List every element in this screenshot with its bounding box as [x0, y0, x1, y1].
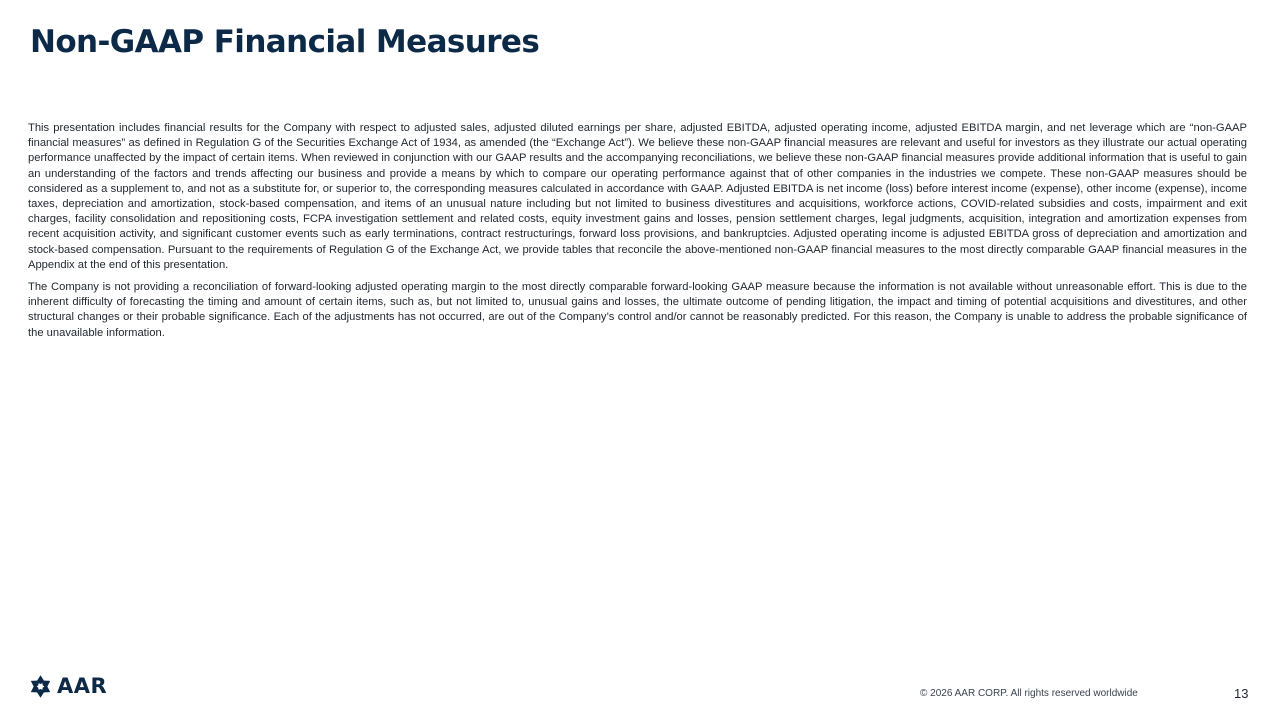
- page-title: Non-GAAP Financial Measures: [30, 24, 540, 60]
- logo-wordmark: AAR: [57, 674, 108, 698]
- paragraph-non-gaap-definition: This presentation includes financial results for the Company with respect to adjusted sales, adjusted diluted earnings per share, adjusted EBITDA, adjusted operating income, adjusted EBITDA margin, and net leverage which are “non-GAAP financial measures” as defined in Regulation G of the Securities Exchange Act of 1934, as amended (the “Exchange Act”). We believe these non-GAAP financial measures are relevant and useful for investors as they illustrate our actual operating performance unaffected by the impact of certain items. When reviewed in conjunction with our GAAP results and the accompanying reconciliations, we believe these non-GAAP financial measures provide additional information that is useful to gain an understanding of the factors and trends affecting our business and provide a means by which to compare our operating performance against that of other companies in the industries we compete. These non-GAAP measures should be considered as a supplement to, and not as a substitute for, or superior to, the corresponding measures calculated in accordance with GAAP. Adjusted EBITDA is net income (loss) before interest income (expense), other income (expense), income taxes, depreciation and amortization, stock-based compensation, and items of an unusual nature including but not limited to business divestitures and acquisitions, workforce actions, COVID-related subsidies and costs, impairment and exit charges, facility consolidation and repositioning costs, FCPA investigation settlement and related costs, equity investment gains and losses, pension settlement charges, legal judgments, acquisition, integration and amortization expenses from recent acquisition activity, and significant customer events such as early terminations, contract restructurings, forward loss provisions, and bankruptcies. Adjusted operating income is adjusted EBITDA gross of depreciation and amortization and stock-based compensation. Pursuant to the requirements of Regulation G of the Exchange Act, we provide tables that reconcile the above-mentioned non-GAAP financial measures to the most directly comparable GAAP financial measures in the Appendix at the end of this presentation.: [28, 122, 1247, 271]
- page-number: 13: [1234, 686, 1249, 701]
- aar-emblem-icon: [28, 674, 53, 699]
- body-text: [28, 121, 1247, 348]
- copyright-notice: © 2026 AAR CORP. All rights reserved worldwide: [920, 688, 1138, 699]
- paragraph-forward-looking: The Company is not providing a reconciliation of forward-looking adjusted operating margin to the most directly comparable forward-looking GAAP measure because the information is not available without unreasonable effort. This is due to the inherent difficulty of forecasting the timing and amount of certain items, such as, but not limited to, unusual gains and losses, the ultimate outcome of pending litigation, the impact and timing of potential acquisitions and divestitures, and other structural changes or their probable significance. Each of the adjustments has not occurred, are out of the Company’s control and/or cannot be reasonably predicted. For this reason, the Company is unable to address the probable significance of the unavailable information.: [28, 281, 1247, 339]
- company-logo: [28, 673, 107, 699]
